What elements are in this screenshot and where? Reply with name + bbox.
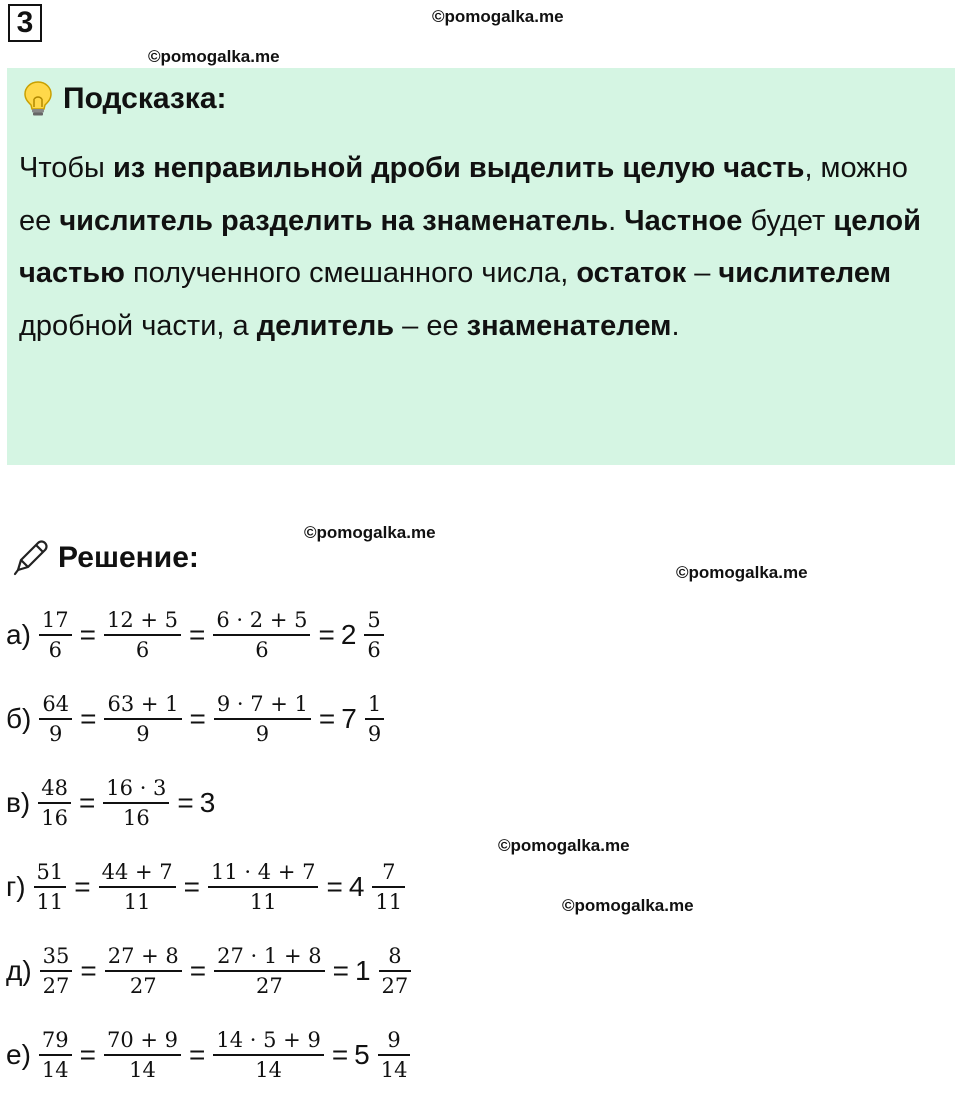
fraction-numerator: 64 <box>42 692 70 716</box>
fraction-numerator: 14 · 5 + 9 <box>216 1028 321 1052</box>
fraction-numerator: 51 <box>36 860 64 884</box>
hint-text-segment: делитель <box>256 309 395 342</box>
fraction-denominator: 11 <box>123 890 151 914</box>
solution-row <box>6 606 386 664</box>
fraction-denominator: 9 <box>255 722 270 746</box>
fraction-denominator: 11 <box>249 890 277 914</box>
fraction <box>208 858 318 916</box>
hint-text <box>19 142 939 352</box>
fraction-numerator: 9 <box>387 1028 401 1052</box>
fraction-numerator: 35 <box>42 944 70 968</box>
hint-text-segment: будет <box>742 204 834 237</box>
fraction-denominator: 27 <box>129 974 157 998</box>
equals-sign: = <box>326 871 343 902</box>
watermark: ©pomogalka.me <box>498 836 630 855</box>
equals-sign: = <box>332 955 349 986</box>
equals-sign: = <box>80 703 97 734</box>
equals-sign: = <box>80 955 97 986</box>
fraction-denominator: 27 <box>381 974 409 998</box>
fraction-numerator: 17 <box>41 608 69 632</box>
solution-title <box>10 538 199 578</box>
fraction-denominator: 6 <box>367 638 381 662</box>
fraction-denominator: 9 <box>136 722 150 746</box>
fraction <box>40 942 73 1000</box>
hint-title-text: Подсказка: <box>63 82 227 115</box>
fraction-denominator: 6 <box>135 638 150 662</box>
hint-text-segment: числителем <box>718 257 892 289</box>
hint-panel <box>7 68 955 465</box>
fraction-denominator: 14 <box>380 1058 408 1082</box>
fraction-numerator: 48 <box>41 776 68 800</box>
row-label: е) <box>6 1039 31 1070</box>
lightbulb-icon <box>23 80 53 118</box>
fraction-numerator: 9 · 7 + 1 <box>216 692 308 716</box>
fraction <box>214 690 311 748</box>
result-whole: 1 <box>354 955 371 986</box>
fraction-numerator: 16 · 3 <box>106 776 167 800</box>
equals-sign: = <box>331 1039 349 1070</box>
fraction-denominator: 27 <box>256 974 283 998</box>
fraction-denominator: 14 <box>255 1058 282 1082</box>
fraction-numerator: 27 · 1 + 8 <box>217 944 322 968</box>
equals-sign: = <box>183 871 201 902</box>
hint-text-segment: можно ее <box>19 152 908 237</box>
fraction <box>379 942 412 1000</box>
fraction <box>372 858 405 916</box>
fraction-numerator: 1 <box>367 692 382 716</box>
hint-text-segment: . <box>671 309 680 342</box>
fraction-denominator: 16 <box>41 806 68 830</box>
fraction-denominator: 27 <box>42 974 70 998</box>
equals-sign: = <box>318 619 335 650</box>
hint-text-segment: , <box>804 152 813 184</box>
hint-title <box>23 80 227 118</box>
fraction-numerator: 8 <box>388 944 402 968</box>
fraction-denominator: 9 <box>49 722 63 746</box>
fraction <box>38 774 71 832</box>
fraction-denominator: 11 <box>36 890 64 914</box>
equals-sign: = <box>78 787 96 818</box>
fraction <box>364 606 383 664</box>
row-label: д) <box>6 955 32 986</box>
row-label: г) <box>6 871 26 902</box>
fraction <box>39 1026 72 1084</box>
fraction-numerator: 44 + 7 <box>101 860 173 884</box>
equals-sign: = <box>74 871 91 902</box>
watermark: ©pomogalka.me <box>432 7 564 26</box>
row-label: б) <box>6 703 32 734</box>
hint-text-segment: – ее <box>394 309 467 342</box>
fraction-numerator: 5 <box>367 608 381 632</box>
fraction-numerator: 12 + 5 <box>107 608 179 632</box>
hint-text-segment: числитель разделить на знаменатель <box>59 204 609 237</box>
fraction-numerator: 70 + 9 <box>107 1028 179 1052</box>
row-label: а) <box>6 619 31 650</box>
result-whole: 4 <box>348 871 365 902</box>
fraction <box>103 774 169 832</box>
fraction-denominator: 11 <box>375 890 403 914</box>
equals-sign: = <box>79 1039 96 1070</box>
hint-text-segment: Частное <box>624 204 743 237</box>
watermark: ©pomogalka.me <box>148 47 280 66</box>
fraction-denominator: 9 <box>367 722 382 746</box>
hint-text-segment: полученного смешанного числа, <box>124 257 577 289</box>
result-whole: 3 <box>199 787 216 818</box>
fraction <box>39 690 72 748</box>
fraction-numerator: 6 · 2 + 5 <box>216 608 308 632</box>
fraction-denominator: 16 <box>122 806 150 830</box>
solution-row <box>6 1026 412 1084</box>
solution-row <box>6 774 221 832</box>
fraction-numerator: 7 <box>382 860 396 884</box>
fraction-denominator: 14 <box>129 1058 156 1082</box>
fraction-denominator: 14 <box>41 1058 69 1082</box>
hint-text-segment: . <box>608 204 625 237</box>
fraction <box>104 690 181 748</box>
fraction <box>214 942 324 1000</box>
watermark: ©pomogalka.me <box>304 523 436 542</box>
fraction <box>104 606 181 664</box>
hint-text-segment: из неправильной дроби выделить целую часть <box>112 152 805 184</box>
fraction-numerator: 11 · 4 + 7 <box>211 860 316 884</box>
hint-text-segment: остаток <box>576 257 687 289</box>
watermark: ©pomogalka.me <box>676 563 808 582</box>
fraction <box>105 942 182 1000</box>
watermark: ©pomogalka.me <box>562 896 694 915</box>
fraction-denominator: 6 <box>255 638 269 662</box>
fraction <box>104 1026 181 1084</box>
equals-sign: = <box>189 703 206 734</box>
fraction-numerator: 27 + 8 <box>107 944 179 968</box>
equals-sign: = <box>177 787 194 818</box>
fraction <box>213 606 310 664</box>
fraction <box>34 858 67 916</box>
pencil-icon <box>10 538 50 578</box>
fraction <box>39 606 72 664</box>
result-whole: 5 <box>354 1039 370 1070</box>
hint-text-segment: знаменателем <box>466 309 672 342</box>
row-label: в) <box>6 787 31 818</box>
solution-title-text: Решение: <box>58 541 199 574</box>
fraction <box>213 1026 323 1084</box>
equals-sign: = <box>318 703 336 734</box>
equals-sign: = <box>189 1039 206 1070</box>
fraction <box>378 1026 411 1084</box>
hint-text-segment: Чтобы <box>19 152 113 184</box>
hint-text-segment: – <box>686 257 719 289</box>
equals-sign: = <box>189 619 206 650</box>
solution-row <box>6 942 413 1000</box>
equals-sign: = <box>79 619 96 650</box>
fraction-denominator: 6 <box>48 638 62 662</box>
equals-sign: = <box>189 955 207 986</box>
result-whole: 7 <box>341 703 357 734</box>
fraction-numerator: 79 <box>41 1028 69 1052</box>
hint-text-segment: дробной части, а <box>19 309 257 342</box>
result-whole: 2 <box>340 619 357 650</box>
fraction-numerator: 63 + 1 <box>107 692 179 716</box>
fraction <box>99 858 176 916</box>
hint-text-segment: целой частью <box>19 204 921 289</box>
solution-row <box>6 858 407 916</box>
solution-row <box>6 690 386 748</box>
fraction <box>365 690 384 748</box>
task-number: 3 <box>8 4 42 42</box>
